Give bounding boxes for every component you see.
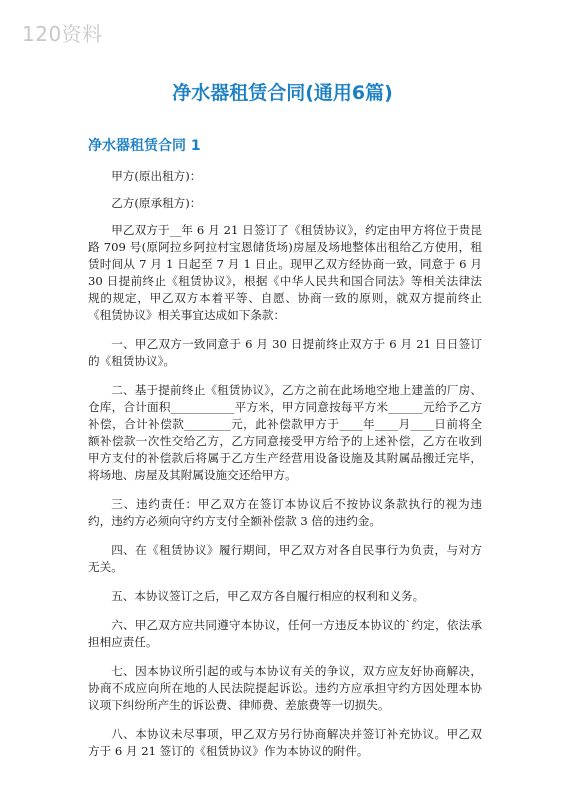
watermark-logo: 120资料 (22, 22, 103, 46)
document-title: 净水器租赁合同(通用6篇) (172, 82, 393, 104)
paragraph-clause-2: 二、基于提前终止《租赁协议》，乙方之前在此场地空地上建盖的厂房、仓库，合计面积___________平方米，甲方同意按每平方米______元给予乙方补偿，合计补偿款________元，此补偿款甲方于____年____月____日前将全额补偿款一次性交给乙方，乙方同意接受甲方给予的上述补偿，乙方在收到甲方支付的补偿款后将属于乙方生产经营用设备设施及其附属品搬迁完毕，将场地、房屋及其附属设施交还给甲方。 (88, 383, 482, 482)
paragraph-clause-5: 五、本协议签订之后，甲乙双方各自履行相应的权利和义务。 (111, 589, 425, 603)
paragraph-clause-1: 一、甲乙双方一致同意于 6 月 30 日提前终止双方于 6 月 21 日日签订的《租赁协议》。 (88, 337, 482, 368)
section-title: 净水器租赁合同 1 (88, 138, 201, 154)
paragraph-clause-6: 六、甲乙双方应共同遵守本协议，任何一方违反本协议的`约定，依法承担相应责任。 (88, 618, 482, 649)
paragraph-intro: 甲乙双方于__年 6 月 21 日签订了《租赁协议》，约定由甲方将位于贵昆路 709 号(原阿拉乡阿拉村宝恩储货场)房屋及场地整体出租给乙方使用，租赁时间从 7 月 1 日起至 7 月 1 日止。现甲乙双方经协商一致，同意于 6 月 30 日提前终止《租赁协议》，根据《中华人民共和国合同法》等相关法律法规的规定，甲乙双方本着平等、自愿、协商一致的原则，就双方提前终止《租赁协议》相关事宜达成如下条款： (88, 223, 482, 322)
document-body (88, 168, 482, 772)
paragraph-clause-7: 七、因本协议所引起的或与本协议有关的争议，双方应友好协商解决，协商不成应向所在地的人民法院提起诉讼。违约方应承担守约方因处理本协议项下纠纷所产生的诉讼费、律师费、差旅费等一切损失。 (88, 664, 482, 712)
party-b-line: 乙方(原承租方)： (111, 196, 202, 210)
party-a-line: 甲方(原出租方)： (111, 169, 202, 183)
paragraph-clause-4: 四、在《租赁协议》履行期间，甲乙双方对各自民事行为负责，与对方无关。 (88, 543, 482, 574)
paragraph-clause-8: 八、本协议未尽事项，甲乙双方另行协商解决并签订补充协议。甲乙双方于 6 月 21 签订的《租赁协议》作为本协议的附件。 (88, 727, 482, 758)
paragraph-clause-3: 三、违约责任：甲乙双方在签订本协议后不按协议条款执行的视为违约，违约方必须向守约方支付全额补偿款 3 倍的违约金。 (88, 497, 482, 528)
